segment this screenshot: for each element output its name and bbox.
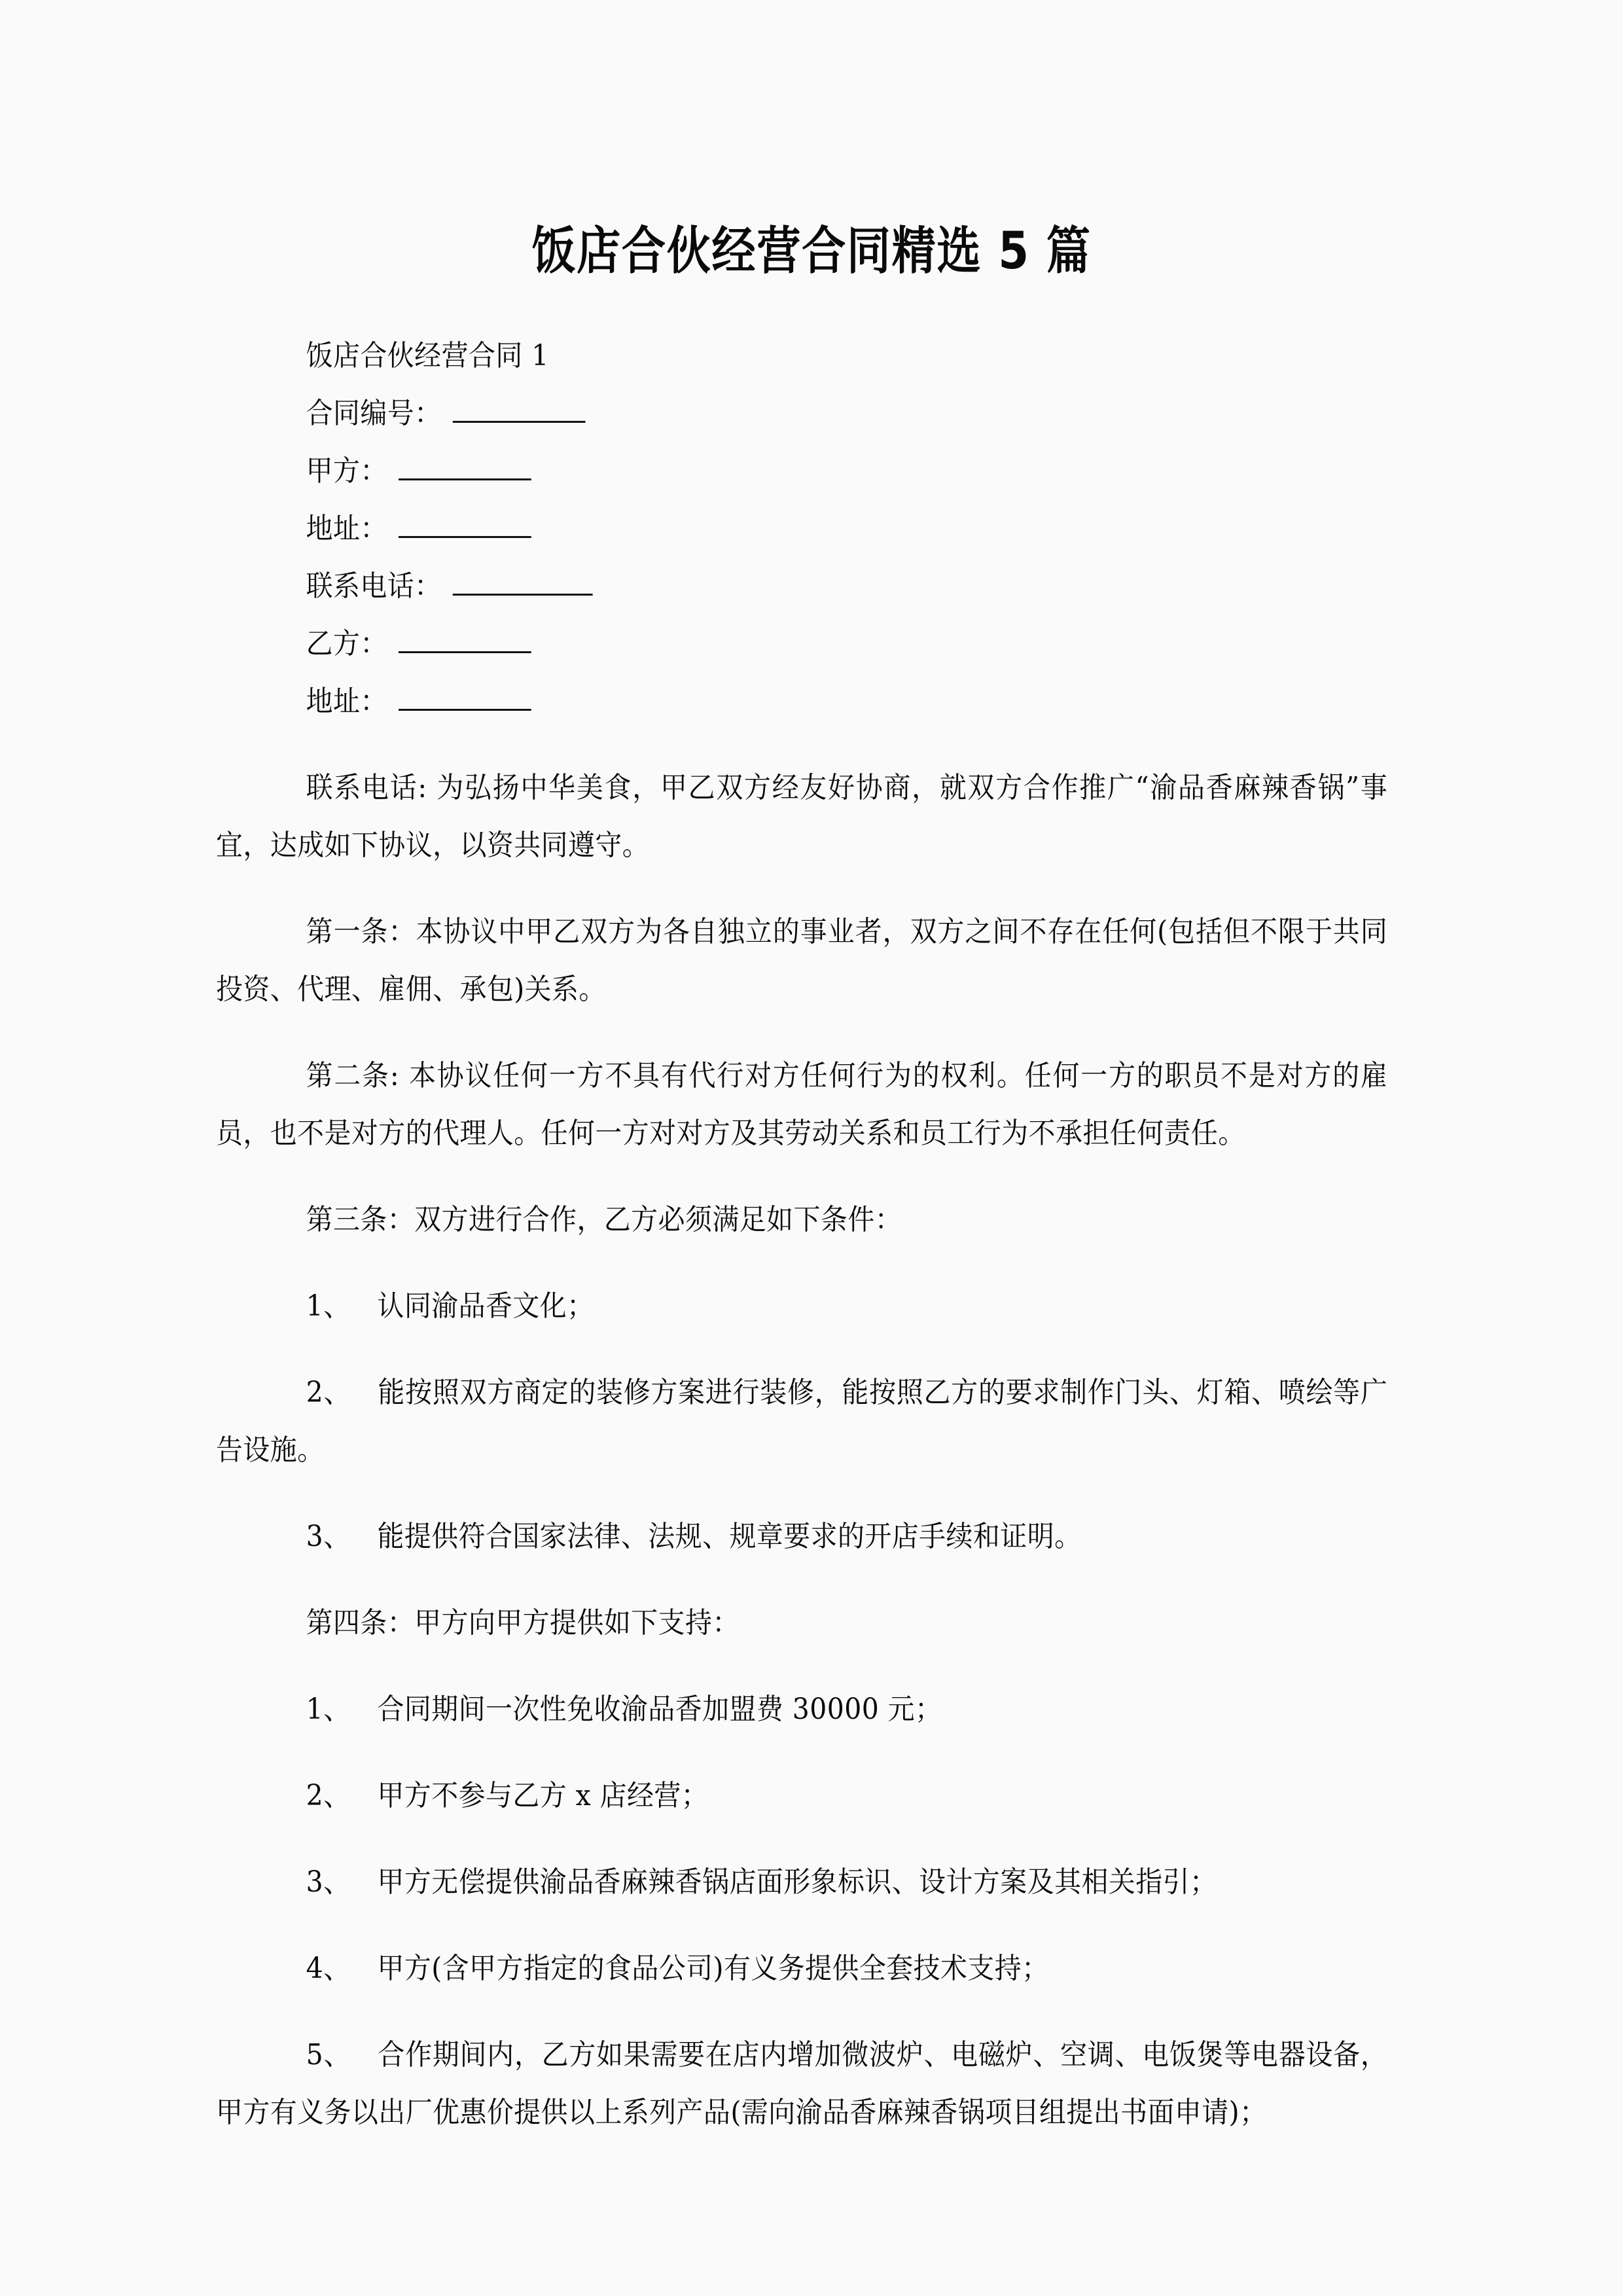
field-label: 地址： — [306, 512, 387, 545]
article-4-heading: 第四条：甲方向甲方提供如下支持： — [306, 1606, 740, 1640]
list-item-text: 合作期间内，乙方如果需要在店内增加微波炉、电磁炉、空调、电饭煲等电器设备，甲方有义务以出厂优惠价提供以上系列产品(需向渝品香麻辣香锅项目组提出书面申请)； — [216, 2038, 1388, 2129]
party-a-input[interactable] — [399, 456, 531, 480]
list-item — [216, 1854, 1387, 1911]
party-b-input[interactable] — [399, 629, 531, 653]
list-item-text: 能按照双方商定的装修方案进行装修，能按照乙方的要求制作门头、灯箱、喷绘等广告设施。 — [216, 1376, 1388, 1467]
list-item-number: 2、 — [306, 1376, 351, 1409]
list-item-text: 认同渝品香文化； — [377, 1289, 594, 1323]
list-item-number: 1、 — [306, 1693, 351, 1726]
list-item — [216, 1681, 1387, 1738]
party-a-phone-input[interactable] — [452, 571, 592, 596]
list-item — [216, 1767, 1387, 1825]
field-row-party-a — [216, 442, 1306, 500]
party-b-address-input[interactable] — [399, 687, 531, 711]
list-item — [216, 2026, 1387, 2142]
list-item — [216, 1508, 1387, 1566]
list-item-number: 3、 — [306, 1865, 351, 1899]
list-item-number: 5、 — [306, 2038, 351, 2072]
list-item-text: 甲方(含甲方指定的食品公司)有义务提供全套技术支持； — [377, 1952, 1049, 1985]
list-item-number: 4、 — [306, 1952, 351, 1985]
field-label: 甲方： — [306, 454, 387, 488]
list-item — [216, 1278, 1387, 1335]
document-subtitle: 饭店合伙经营合同 1 — [306, 339, 549, 372]
field-row-party-b-address — [216, 673, 1306, 730]
list-item-text: 甲方无偿提供渝品香麻辣香锅店面形象标识、设计方案及其相关指引； — [377, 1865, 1217, 1899]
contract-number-input[interactable] — [452, 399, 585, 423]
page-title: 饭店合伙经营合同精选 5 篇 — [531, 222, 1092, 281]
field-label: 联系电话： — [306, 569, 442, 603]
article-1-heading: 第一条：本协议中甲乙双方为各自独立的事业者，双方之间不存在任何(包括但不限于共同投资、代理、雇佣、承包)关系。 — [216, 915, 1388, 1006]
document-body — [216, 327, 1387, 2170]
list-item — [216, 1940, 1387, 1998]
party-a-address-input[interactable] — [399, 514, 531, 538]
field-label: 乙方： — [306, 627, 387, 660]
list-item-text: 能提供符合国家法律、法规、规章要求的开店手续和证明。 — [377, 1520, 1082, 1553]
field-label: 地址： — [306, 685, 387, 718]
article-2-heading: 第二条: 本协议任何一方不具有代行对方任何行为的权利。任何一方的职员不是对方的雇员，也不是对方的代理人。任何一方对对方及其劳动关系和员工行为不承担任何责任。 — [216, 1059, 1388, 1150]
field-row-party-a-phone — [216, 558, 1306, 615]
field-row-party-a-address — [216, 500, 1306, 558]
field-label: 合同编号： — [306, 397, 442, 430]
preamble-paragraph: 联系电话: 为弘扬中华美食，甲乙双方经友好协商，就双方合作推广“渝品香麻辣香锅”事宜，达成如下协议，以资共同遵守。 — [216, 771, 1388, 862]
list-item-text: 甲方不参与乙方 x 店经营； — [377, 1779, 709, 1812]
list-item-number: 3、 — [306, 1520, 351, 1553]
list-item — [216, 1364, 1387, 1479]
field-row-party-b — [216, 615, 1306, 673]
list-item-number: 2、 — [306, 1779, 351, 1812]
article-3-heading: 第三条：双方进行合作，乙方必须满足如下条件： — [306, 1203, 902, 1236]
list-item-text: 合同期间一次性免收渝品香加盟费 30000 元； — [377, 1693, 942, 1726]
field-row-contract-number — [216, 385, 1306, 442]
list-item-number: 1、 — [306, 1289, 351, 1323]
